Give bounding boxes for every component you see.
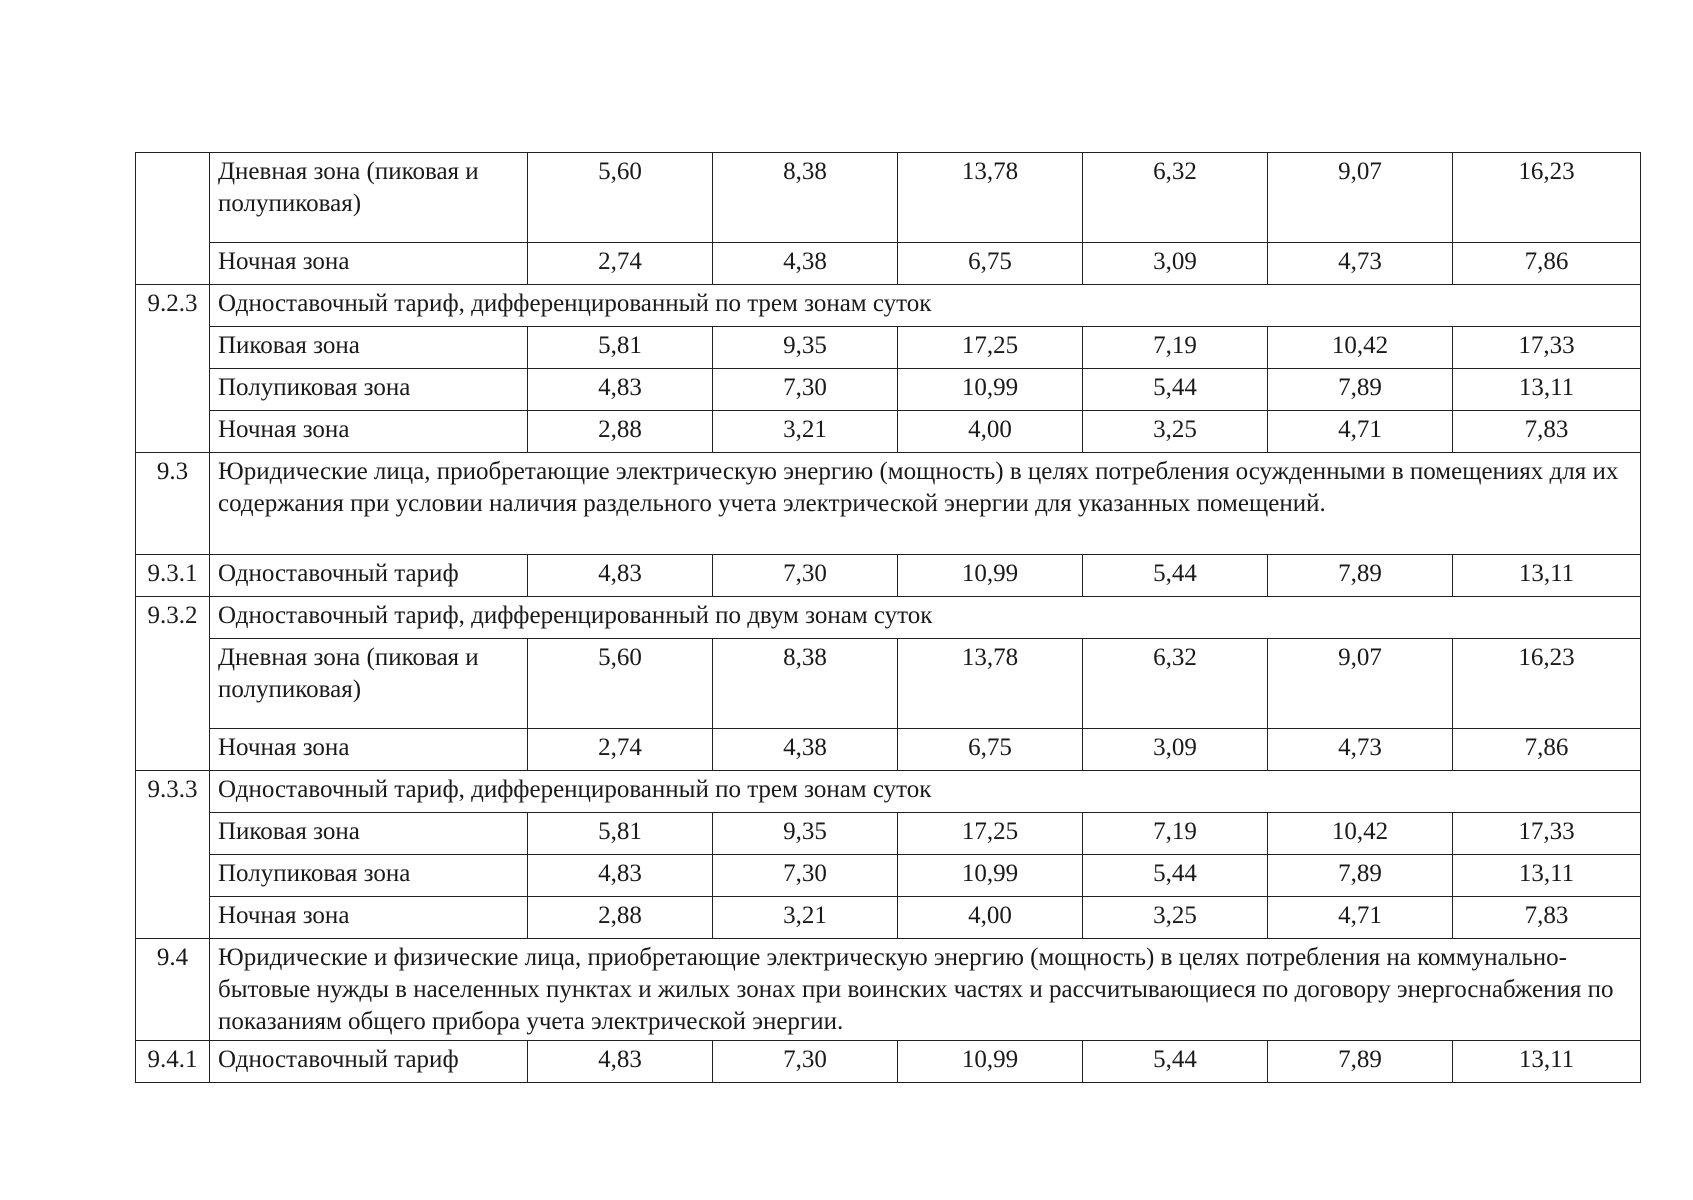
table-row bbox=[136, 555, 1641, 597]
value-cell: 4,73 bbox=[1268, 243, 1453, 285]
value-cell: 7,89 bbox=[1268, 369, 1453, 411]
value-cell: 10,99 bbox=[898, 1041, 1083, 1083]
value-cell: 5,44 bbox=[1083, 369, 1268, 411]
section-title: Одноставочный тариф, дифференцированный по двум зонам суток bbox=[210, 597, 1641, 639]
value-cell: 13,11 bbox=[1453, 555, 1641, 597]
value-cell: 4,83 bbox=[528, 555, 713, 597]
value-cell: 7,89 bbox=[1268, 855, 1453, 897]
tariff-table bbox=[135, 152, 1641, 1083]
tariff-table-body bbox=[136, 153, 1641, 1083]
section-title: Юридические лица, приобретающие электрическую энергию (мощность) в целях потребления осужденными в помещениях для их содержания при условии наличия раздельного учета электрической энергии для указанных помещений. bbox=[210, 453, 1641, 555]
row-code: 9.4.1 bbox=[136, 1041, 210, 1083]
value-cell: 8,38 bbox=[713, 639, 898, 729]
value-cell: 9,35 bbox=[713, 813, 898, 855]
value-cell: 5,44 bbox=[1083, 1041, 1268, 1083]
value-cell: 6,75 bbox=[898, 729, 1083, 771]
row-code bbox=[136, 153, 210, 285]
value-cell: 7,86 bbox=[1453, 729, 1641, 771]
value-cell: 7,30 bbox=[713, 555, 898, 597]
table-row bbox=[136, 243, 1641, 285]
value-cell: 10,42 bbox=[1268, 327, 1453, 369]
value-cell: 7,89 bbox=[1268, 1041, 1453, 1083]
table-row bbox=[136, 813, 1641, 855]
value-cell: 4,83 bbox=[528, 369, 713, 411]
value-cell: 6,32 bbox=[1083, 153, 1268, 243]
section-title: Одноставочный тариф, дифференцированный по трем зонам суток bbox=[210, 771, 1641, 813]
value-cell: 4,71 bbox=[1268, 897, 1453, 939]
value-cell: 2,74 bbox=[528, 729, 713, 771]
value-cell: 5,81 bbox=[528, 327, 713, 369]
row-label: Ночная зона bbox=[210, 897, 528, 939]
value-cell: 2,88 bbox=[528, 411, 713, 453]
section-title: Юридические и физические лица, приобретающие электрическую энергию (мощность) в целях потребления на коммунально-бытовые нужды в населенных пунктах и жилых зонах при воинских частях и рассчитывающиеся по договору энергоснабжения по показаниям общего прибора учета электрической энергии. bbox=[210, 939, 1641, 1041]
section-title: Одноставочный тариф, дифференцированный по трем зонам суток bbox=[210, 285, 1641, 327]
section-row bbox=[136, 771, 1641, 813]
row-label: Пиковая зона bbox=[210, 327, 528, 369]
table-row bbox=[136, 639, 1641, 729]
value-cell: 13,11 bbox=[1453, 855, 1641, 897]
row-label: Дневная зона (пиковая и полупиковая) bbox=[210, 153, 528, 243]
row-label: Пиковая зона bbox=[210, 813, 528, 855]
value-cell: 5,81 bbox=[528, 813, 713, 855]
section-row bbox=[136, 453, 1641, 555]
table-row bbox=[136, 153, 1641, 243]
row-label: Ночная зона bbox=[210, 243, 528, 285]
value-cell: 17,33 bbox=[1453, 813, 1641, 855]
value-cell: 3,21 bbox=[713, 897, 898, 939]
row-code: 9.4 bbox=[136, 939, 210, 1041]
value-cell: 10,99 bbox=[898, 369, 1083, 411]
row-code: 9.2.3 bbox=[136, 285, 210, 453]
table-row bbox=[136, 729, 1641, 771]
value-cell: 3,09 bbox=[1083, 243, 1268, 285]
value-cell: 9,35 bbox=[713, 327, 898, 369]
value-cell: 3,21 bbox=[713, 411, 898, 453]
value-cell: 7,30 bbox=[713, 855, 898, 897]
value-cell: 17,33 bbox=[1453, 327, 1641, 369]
value-cell: 2,88 bbox=[528, 897, 713, 939]
table-row bbox=[136, 369, 1641, 411]
value-cell: 10,99 bbox=[898, 555, 1083, 597]
value-cell: 5,44 bbox=[1083, 555, 1268, 597]
value-cell: 16,23 bbox=[1453, 153, 1641, 243]
value-cell: 4,38 bbox=[713, 243, 898, 285]
value-cell: 10,99 bbox=[898, 855, 1083, 897]
value-cell: 6,75 bbox=[898, 243, 1083, 285]
row-code: 9.3.1 bbox=[136, 555, 210, 597]
value-cell: 17,25 bbox=[898, 813, 1083, 855]
value-cell: 5,60 bbox=[528, 639, 713, 729]
value-cell: 4,83 bbox=[528, 1041, 713, 1083]
value-cell: 5,44 bbox=[1083, 855, 1268, 897]
row-label: Одноставочный тариф bbox=[210, 555, 528, 597]
value-cell: 7,30 bbox=[713, 1041, 898, 1083]
value-cell: 4,71 bbox=[1268, 411, 1453, 453]
value-cell: 9,07 bbox=[1268, 153, 1453, 243]
table-row bbox=[136, 855, 1641, 897]
row-label: Ночная зона bbox=[210, 729, 528, 771]
value-cell: 8,38 bbox=[713, 153, 898, 243]
value-cell: 16,23 bbox=[1453, 639, 1641, 729]
value-cell: 4,00 bbox=[898, 411, 1083, 453]
value-cell: 7,86 bbox=[1453, 243, 1641, 285]
row-label: Одноставочный тариф bbox=[210, 1041, 528, 1083]
value-cell: 13,11 bbox=[1453, 369, 1641, 411]
value-cell: 7,19 bbox=[1083, 813, 1268, 855]
value-cell: 4,73 bbox=[1268, 729, 1453, 771]
row-code: 9.3.2 bbox=[136, 597, 210, 771]
value-cell: 6,32 bbox=[1083, 639, 1268, 729]
section-row bbox=[136, 285, 1641, 327]
value-cell: 13,11 bbox=[1453, 1041, 1641, 1083]
value-cell: 4,83 bbox=[528, 855, 713, 897]
table-row bbox=[136, 897, 1641, 939]
value-cell: 3,25 bbox=[1083, 411, 1268, 453]
value-cell: 3,25 bbox=[1083, 897, 1268, 939]
section-row bbox=[136, 597, 1641, 639]
table-row bbox=[136, 411, 1641, 453]
row-label: Полупиковая зона bbox=[210, 855, 528, 897]
section-row bbox=[136, 939, 1641, 1041]
value-cell: 3,09 bbox=[1083, 729, 1268, 771]
value-cell: 7,83 bbox=[1453, 897, 1641, 939]
value-cell: 4,00 bbox=[898, 897, 1083, 939]
value-cell: 7,30 bbox=[713, 369, 898, 411]
value-cell: 10,42 bbox=[1268, 813, 1453, 855]
row-label: Ночная зона bbox=[210, 411, 528, 453]
value-cell: 7,19 bbox=[1083, 327, 1268, 369]
value-cell: 5,60 bbox=[528, 153, 713, 243]
table-row bbox=[136, 327, 1641, 369]
row-label: Дневная зона (пиковая и полупиковая) bbox=[210, 639, 528, 729]
value-cell: 13,78 bbox=[898, 153, 1083, 243]
value-cell: 17,25 bbox=[898, 327, 1083, 369]
row-code: 9.3 bbox=[136, 453, 210, 555]
table-row bbox=[136, 1041, 1641, 1083]
value-cell: 13,78 bbox=[898, 639, 1083, 729]
value-cell: 7,89 bbox=[1268, 555, 1453, 597]
value-cell: 7,83 bbox=[1453, 411, 1641, 453]
row-code: 9.3.3 bbox=[136, 771, 210, 939]
value-cell: 9,07 bbox=[1268, 639, 1453, 729]
value-cell: 4,38 bbox=[713, 729, 898, 771]
value-cell: 2,74 bbox=[528, 243, 713, 285]
row-label: Полупиковая зона bbox=[210, 369, 528, 411]
